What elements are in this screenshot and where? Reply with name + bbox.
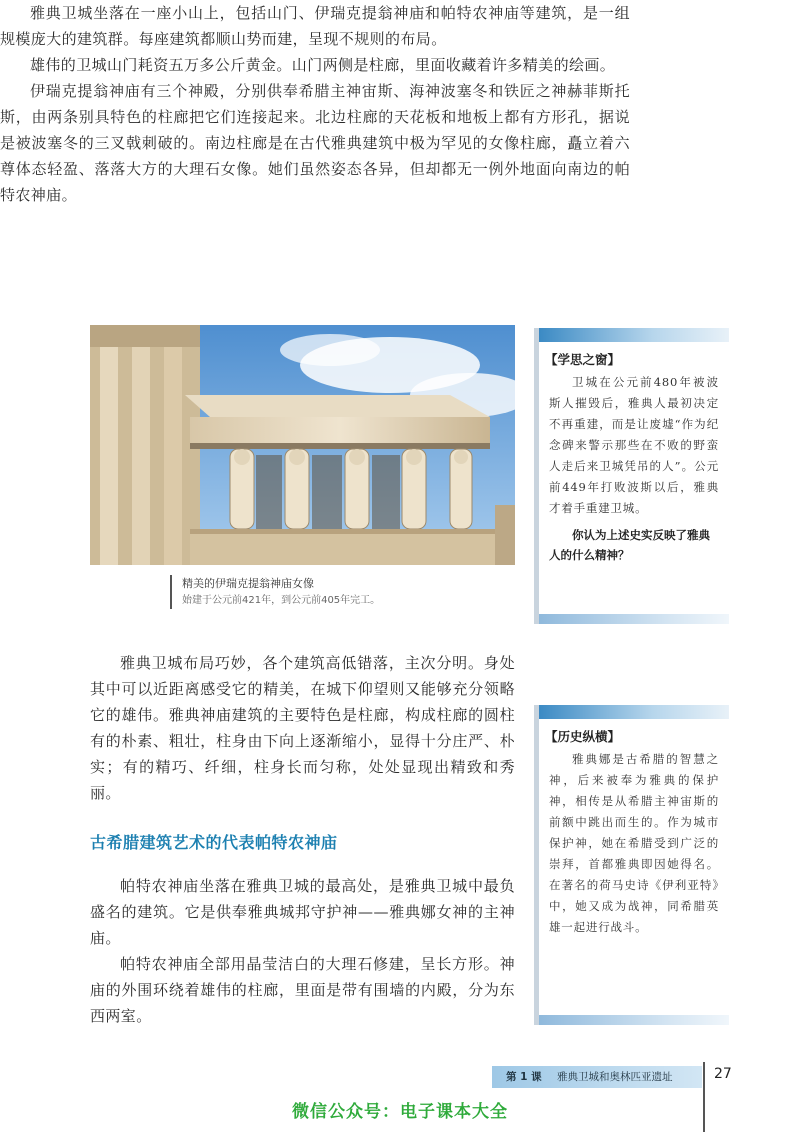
caption-title: 精美的伊瑞克提翁神庙女像 (182, 577, 314, 590)
figure-caption (170, 575, 522, 609)
lesson-number: 第 1 课 (506, 1071, 542, 1083)
box-top-bar (539, 328, 729, 342)
history-box (534, 705, 729, 1025)
section-heading: 古希腊建筑艺术的代表帕特农神庙 (90, 833, 338, 852)
parthenon-text (90, 873, 515, 1029)
caryatid-porch-image (90, 325, 515, 565)
box-title: 【学思之窗】 (545, 352, 621, 367)
caption-detail: 始建于公元前421年，到公元前405年完工。 (182, 595, 381, 606)
box-bottom-bar (539, 614, 729, 624)
box-top-bar (539, 705, 729, 719)
paragraph-acropolis: 雅典卫城坐落在一座小山上，包括山门、伊瑞克提翁神庙和帕特农神庙等建筑，是一组规模庞大的建筑群。每座建筑都顺山势而建，呈现不规则的布局。 (0, 4, 630, 48)
learning-thinking-box (534, 328, 729, 624)
paragraph-layout: 雅典卫城布局巧妙，各个建筑高低错落，主次分明。身处其中可以近距离感受它的精美，在城下仰望则又能够充分领略它的雄伟。雅典神庙建筑的主要特色是柱廊，构成柱廊的圆柱有的朴素、粗壮，柱身由下向上逐渐缩小，显得十分庄严、朴实；有的精巧、纤细，柱身长而匀称，处处显现出精致和秀丽。 (90, 654, 515, 802)
paragraph-erechtheion: 伊瑞克提翁神庙有三个神殿，分别供奉希腊主神宙斯、海神波塞冬和铁匠之神赫菲斯托斯，由两条别具特色的柱廊把它们连接起来。北边柱廊的天花板和地板上都有方形孔，据说是被波塞冬的三叉戟刺破的。南边柱廊是在古代雅典建筑中极为罕见的女像柱廊，矗立着六尊体态轻盈、落落大方的大理石女像。她们虽然姿态各异，但却都无一例外地面向南边的帕特农神庙。 (0, 82, 630, 204)
box-text: 雅典娜是古希腊的智慧之神，后来被奉为雅典的保护神，相传是从希腊主神宙斯的前额中跳出而生的。作为城市保护神，她在希腊受到广泛的崇拜，首都雅典即因她得名。在著名的荷马史诗《伊利亚特》中，她又成为战神，同希腊英雄一起进行战斗。 (549, 752, 719, 934)
intro-text (0, 0, 630, 208)
box-text: 卫城在公元前480年被波斯人摧毁后，雅典人最初决定不再重建，而是让废墟“作为纪念碑来警示那些在不败的野蛮人走后来卫城凭吊的人”。公元前449年打败波斯以后，雅典才着手重建卫城。 (549, 375, 719, 515)
paragraph-parthenon-structure: 帕特农神庙全部用晶莹洁白的大理石修建，呈长方形。神庙的外围环绕着雄伟的柱廊，里面是带有围墙的内殿，分为东西两室。 (90, 955, 515, 1025)
box-question: 你认为上述史实反映了雅典人的什么精神？ (549, 528, 710, 562)
box-bottom-bar (539, 1015, 729, 1025)
page-number: 27 (714, 1066, 732, 1082)
lesson-title: 雅典卫城和奥林匹亚遗址 (556, 1071, 673, 1083)
lesson-footer (492, 1066, 702, 1088)
paragraph-parthenon-location: 帕特农神庙坐落在雅典卫城的最高处，是雅典卫城中最负盛名的建筑。它是供奉雅典城邦守护神——雅典娜女神的主神庙。 (90, 877, 515, 947)
paragraph-propylaea: 雄伟的卫城山门耗资五万多公斤黄金。山门两侧是柱廊，里面收藏着许多精美的绘画。 (30, 56, 616, 74)
erechtheion-photo (90, 325, 515, 565)
watermark: 微信公众号：电子课本大全 (292, 1102, 508, 1122)
box-title: 【历史纵横】 (545, 729, 621, 744)
